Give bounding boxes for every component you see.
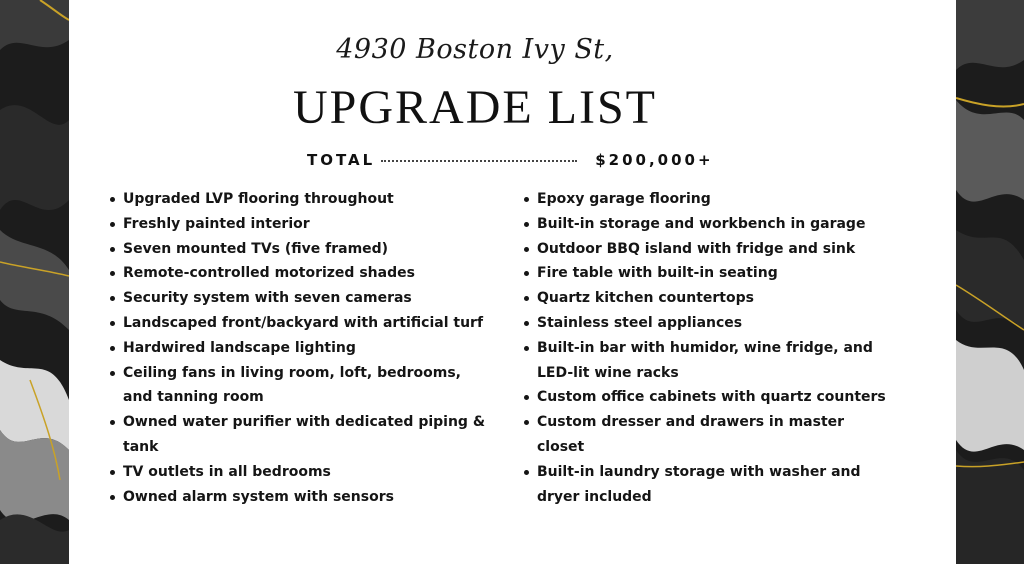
list-item — [108, 311, 488, 336]
list-item-text: Ceiling fans in living room, loft, bedrooms, and tanning room — [123, 364, 461, 406]
list-item — [108, 261, 488, 286]
list-item-text: Security system with seven cameras — [123, 290, 412, 307]
list-item — [108, 286, 488, 311]
bullet-icon — [524, 321, 529, 326]
list-item — [108, 485, 488, 510]
list-item-text: Owned water purifier with dedicated piping & tank — [123, 414, 486, 455]
bullet-icon — [110, 495, 115, 500]
list-item-text: Built-in laundry storage with washer and dryer included — [537, 463, 861, 505]
list-item-text: Quartz kitchen countertops — [537, 290, 754, 307]
list-item-text: Custom office cabinets with quartz counters — [537, 389, 886, 406]
list-item-text: Built-in bar with humidor, wine fridge, and LED-lit wine racks — [537, 339, 873, 381]
list-item-text: Custom dresser and drawers in master closet — [537, 414, 845, 455]
page-title: UPGRADE LIST — [292, 81, 657, 134]
list-item-text: Upgraded LVP flooring throughout — [123, 191, 394, 207]
bullet-icon — [110, 371, 115, 376]
bullet-icon — [524, 271, 529, 276]
bullet-icon — [524, 420, 529, 425]
bullet-icon — [110, 222, 115, 227]
bullet-icon — [110, 271, 115, 276]
list-item — [108, 237, 488, 262]
list-item — [522, 410, 892, 460]
total-label: TOTAL — [307, 151, 376, 169]
list-item-text: Freshly painted interior — [123, 215, 310, 232]
list-item — [522, 261, 892, 286]
list-item-text: Epoxy garage flooring — [537, 191, 711, 207]
bullet-icon — [524, 395, 529, 400]
list-item — [522, 311, 892, 336]
list-item — [522, 212, 892, 237]
list-item-text: Outdoor BBQ island with fridge and sink — [537, 240, 856, 257]
right-marble-border — [956, 0, 1024, 564]
total-row — [307, 151, 714, 169]
bullet-icon — [110, 470, 115, 475]
bullet-icon — [110, 247, 115, 252]
bullet-icon — [110, 197, 115, 202]
list-item-text: Remote-controlled motorized shades — [123, 265, 415, 282]
list-item — [522, 385, 892, 410]
bullet-icon — [524, 197, 529, 202]
list-item — [108, 336, 488, 361]
bullet-icon — [110, 296, 115, 301]
list-item — [522, 286, 892, 311]
bullet-icon — [524, 222, 529, 227]
list-item-text: Fire table with built-in seating — [537, 265, 778, 282]
bullet-icon — [524, 296, 529, 301]
bullet-icon — [524, 470, 529, 475]
bullet-icon — [110, 321, 115, 326]
list-item-text: Hardwired landscape lighting — [123, 339, 356, 356]
list-item — [522, 237, 892, 262]
list-item — [108, 187, 488, 212]
bullet-icon — [524, 247, 529, 252]
list-item — [108, 410, 488, 460]
bullet-icon — [524, 346, 529, 351]
list-item — [522, 336, 892, 386]
property-address: 4930 Boston Ivy St, — [336, 34, 614, 65]
list-item-text: Landscaped front/backyard with artificial turf — [123, 314, 484, 331]
list-item-text: Stainless steel appliances — [537, 314, 743, 331]
list-item — [522, 187, 892, 212]
dotted-leader — [381, 160, 577, 162]
list-item — [108, 361, 488, 411]
list-item — [108, 212, 488, 237]
upgrade-list-left — [108, 187, 488, 509]
list-item — [522, 460, 892, 510]
list-item-text: TV outlets in all bedrooms — [123, 463, 331, 480]
list-item-text: Seven mounted TVs (five framed) — [123, 240, 389, 257]
list-item-text: Built-in storage and workbench in garage — [537, 215, 866, 232]
upgrade-list-right — [522, 187, 892, 509]
total-amount: $200,000+ — [595, 151, 714, 169]
bullet-icon — [110, 420, 115, 425]
list-item-text: Owned alarm system with sensors — [123, 488, 394, 505]
bullet-icon — [110, 346, 115, 351]
list-item — [108, 460, 488, 485]
